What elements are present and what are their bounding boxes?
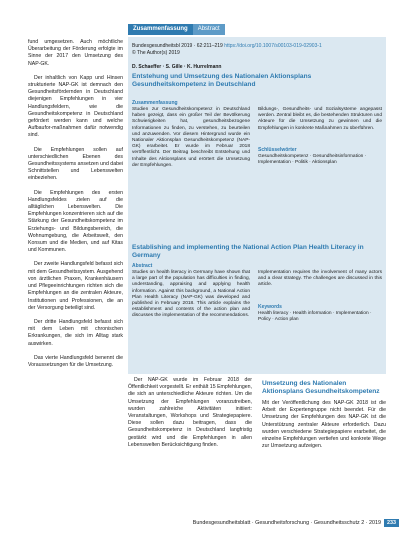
german-abstract-text-right: Bildungs-, Gesundheits- und Sozialsysteme angepasst werden. Zentral bleibt es, die bestehenden Strukturen und Akteure für die Umsetzung zu gewinnen und die Empfehlungen in konkrete Maßnahmen zu überführen. [258, 107, 382, 131]
english-title: Establishing and implementing the National Action Plan Health Literacy in Germany [132, 244, 364, 259]
right-paragraph: Mit der Veröffentlichung des NAP-GK 2018 ist die Arbeit der Expertengruppe nicht beendet. Für die Umsetzung der Empfehlungen des NAP-GK ist die Unterstützung zentraler Akteure erforderlich. Dazu wurden verschiedene Strategiepapiere erarbeitet, die einzelne Empfehlungen vertiefen und konkrete Wege zur Umsetzung aufzeigen. [262, 400, 386, 450]
left-paragraph: Der dritte Handlungsfeld befasst sich mit dem Leben mit chronischen Erkrankungen, die sich im Alltag stark auswirken. [28, 318, 123, 347]
left-paragraph: Der inhaltlich von Kapp und Hinsen strukturierte NAP-GK ist demnach den Gesundheitsfördernden in Deutschland diejenigen Empfehlungen in vier Handlungsfeldern, wie die Gesundheitskompetenz in Deutschland gefördert werden kann und welche Aufbaufor-maßnahmen dafür notwendig sind. [28, 74, 123, 139]
tab-abstract: Abstract [193, 24, 225, 35]
middle-paragraph: Der NAP-GK wurde im Februar 2018 der Öffentlichkeit vorgestellt. Er enthält 15 Empfehlungen, die sich an unterschiedliche Akteure richten. Um die Umsetzung der Empfehlungen voranzutreiben, wurden zahlreiche Aktivitäten initiiert: Veranstaltungen, Workshops und Strategiepapiere. Diese sollen dazu beitragen, dass die Gesundheitskompetenz in Deutschland langfristig gestärkt wird und die Empfehlungen in allen Lebenswelten Berücksichtigung finden. [128, 377, 252, 448]
copyright-line: © The Author(s) 2019 [132, 50, 180, 56]
english-abstract-heading: Abstract [132, 263, 153, 269]
english-abstract-text-right: Implementation requires the involvement of many actors and a clear strategy. The challenges are discussed in this article. [258, 270, 382, 288]
english-keywords: Health literacy · Health information · Implementation · Policy · Action plan [258, 311, 372, 323]
citation-line: Bundesgesundheitsbl 2019 · 62:211–219 [132, 43, 223, 49]
right-column-text [262, 400, 386, 450]
article-meta [132, 43, 382, 57]
page-number: 233 [384, 519, 399, 527]
middle-column-text [128, 377, 252, 449]
german-keywords: Gesundheitskompetenz · Gesundheitsinformation · Implementation · Politik · Aktionsplan [258, 154, 367, 166]
page-footer [193, 519, 399, 527]
german-abstract-text: Studien zur Gesundheitskompetenz in Deutschland haben gezeigt, dass ein großer Teil der Bevölkerung Schwierigkeiten hat, gesundheitsbezogene Informationen zu finden, zu verstehen, zu beurteilen und anzuwenden. Vor diesem Hintergrund wurde ein Nationaler Aktionsplan Gesundheitskompetenz (NAP-GK) erarbeitet. Er wurde im Februar 2018 veröffentlicht. Der Beitrag beschreibt Entstehung und Inhalte des Aktionsplans und erörtert die Umsetzung der Empfehlungen. [132, 107, 250, 168]
german-abstract-heading: Zusammenfassung [132, 100, 178, 106]
english-abstract-text: Studies on health literacy in Germany have shown that a large part of the population has difficulties in finding, understanding, appraising and applying health information. Against this background, a National Action Plan Health Literacy (NAP-GK) was developed and published in February 2018. This article explains the establishment and contents of the action plan and discusses the implementation of the recommendations. [132, 270, 250, 319]
left-paragraph: fund umgesetzen. Auch möchtliche Überarbeitung der Förderung erfolgte im Sinne der 2017 den Umsetzung des NAP-GK. [28, 39, 123, 67]
language-tabs [128, 24, 225, 35]
left-column-text [28, 39, 123, 376]
section-heading: Umsetzung des Nationalen Aktionsplans Gesundheitskompetenz [262, 380, 380, 395]
left-paragraph: Die Empfehlungen des ersten Handlungsfeldes zielen auf die alltäglichen Lebenswelten. Die Empfehlungen konzentrieren sich auf die Stärkung der Gesundheitskompetenz im Erziehungs- und Bildungsbereich, die Wohnumgebung, die Arbeitswelt, den Konsum und die Medien, und auf Kitas und Kommunen. [28, 189, 123, 254]
german-title: Entstehung und Umsetzung des Nationalen Aktionsplans Gesundheitskompetenz in Deutschland [132, 73, 312, 88]
left-paragraph: Das vierte Handlungsfeld benennt die Voraussetzungen für die Umsetzung. [28, 354, 123, 368]
doi-link[interactable]: https://doi.org/10.1007/s00103-019-02903-1 [224, 43, 322, 49]
english-keywords-heading: Keywords [258, 304, 282, 310]
left-paragraph: Die Empfehlungen sollen auf unterschiedlichen Ebenen des Gesundheitssystems ansetzen und dabei Schnittstellen und Lebenswelten einbeziehen. [28, 146, 123, 182]
authors: D. Schaeffer · S. Gille · K. Hurrelmann [132, 64, 222, 70]
journal-footer: Bundesgesundheitsblatt · Gesundheitsforschung · Gesundheitsschutz 2 · 2019 [192, 520, 381, 526]
german-keywords-heading: Schlüsselwörter [258, 147, 297, 153]
tab-zusammenfassung: Zusammenfassung [128, 24, 193, 35]
left-paragraph: Der zweite Handlungsfeld befasst sich mit dem Gesundheitssystem. Ausgehend von ärztlichen Praxen, Krankenhäusern und Pflegeeinrichtungen richten sich die Empfehlungen an die zentralen Akteure, Institutionen und Professionen, die an der Versorgung beteiligt sind. [28, 261, 123, 311]
